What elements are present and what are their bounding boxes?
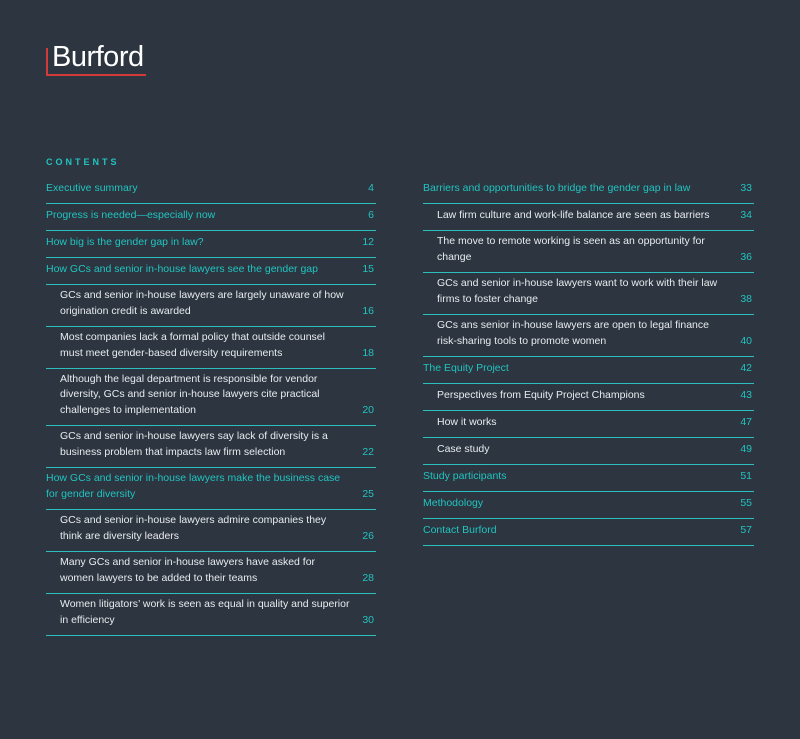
toc-entry-page: 34 (740, 208, 752, 221)
toc-entry-page: 47 (740, 415, 752, 428)
toc-entry-title: GCs and senior in-house lawyers admire companies they think are diversity leaders (60, 514, 327, 542)
toc-entry[interactable] (423, 231, 754, 273)
toc-entry-page: 20 (362, 403, 374, 416)
toc-entry[interactable] (423, 411, 754, 438)
toc-entry-title: Many GCs and senior in-house lawyers have asked for women lawyers to be added to their teams (60, 556, 316, 584)
toc-entry-page: 28 (362, 571, 374, 584)
toc-entry-title: Although the legal department is responsible for vendor diversity, GCs and senior in-house lawyers cite practical challenges to implementation (60, 372, 320, 416)
toc-entry-page: 12 (362, 235, 374, 248)
toc-entry-title: Study participants (423, 469, 507, 482)
toc-entry[interactable] (423, 315, 754, 357)
toc-entry-page: 42 (740, 361, 752, 374)
toc-entry[interactable] (423, 204, 754, 231)
logo-wordmark: Burford (52, 41, 144, 73)
toc-entry[interactable] (423, 357, 754, 384)
toc-entry[interactable] (423, 384, 754, 411)
toc-left-column (46, 177, 376, 636)
toc-entry[interactable] (46, 510, 376, 552)
toc-entry-title: Women litigators’ work is seen as equal in quality and superior in efficiency (60, 598, 350, 626)
toc-entry-page: 22 (362, 445, 374, 458)
toc-entry-page: 51 (740, 469, 752, 482)
toc-entry-title: GCs and senior in-house lawyers are largely unaware of how origination credit is awarded (60, 289, 344, 317)
toc-entry-page: 43 (740, 388, 752, 401)
toc-entry-page: 57 (740, 523, 752, 536)
toc-entry-title: How it works (437, 415, 497, 428)
toc-entry-title: GCs and senior in-house lawyers say lack of diversity is a business problem that impacts law firm selection (60, 430, 328, 458)
toc-entry[interactable] (46, 552, 376, 594)
toc-entry-title: Progress is needed—especially now (46, 208, 216, 221)
toc-right-column (423, 177, 754, 546)
contents-heading: CONTENTS (46, 157, 120, 167)
toc-entry-page: 38 (740, 292, 752, 305)
toc-entry[interactable] (46, 231, 376, 258)
toc-entry[interactable] (46, 258, 376, 285)
toc-entry-title: Most companies lack a formal policy that outside counsel must meet gender-based diversity requirements (60, 331, 325, 359)
toc-entry-title: Executive summary (46, 181, 138, 194)
toc-entry[interactable] (46, 177, 376, 204)
toc-entry-title: Contact Burford (423, 523, 497, 536)
toc-entry-title: How GCs and senior in-house lawyers see the gender gap (46, 262, 318, 275)
toc-entry[interactable] (46, 327, 376, 369)
toc-entry-page: 18 (362, 346, 374, 359)
toc-entry-page: 25 (362, 487, 374, 500)
toc-entry[interactable] (46, 594, 376, 636)
toc-entry[interactable] (423, 519, 754, 546)
toc-entry-page: 33 (740, 181, 752, 194)
logo-red-underline (46, 74, 146, 76)
toc-entry-title: Law firm culture and work-life balance are seen as barriers (437, 208, 710, 221)
toc-entry-page: 30 (362, 613, 374, 626)
toc-entry[interactable] (423, 438, 754, 465)
toc-entry-title: How big is the gender gap in law? (46, 235, 204, 248)
toc-entry[interactable] (46, 426, 376, 468)
toc-entry[interactable] (46, 369, 376, 426)
toc-entry-title: GCs ans senior in-house lawyers are open to legal finance risk-sharing tools to promote women (437, 319, 709, 347)
toc-entry-page: 49 (740, 442, 752, 455)
toc-entry-title: Methodology (423, 496, 484, 509)
toc-entry-page: 36 (740, 250, 752, 263)
toc-entry-title: The Equity Project (423, 361, 509, 374)
toc-entry-title: GCs and senior in-house lawyers want to work with their law firms to foster change (437, 277, 718, 305)
toc-entry-title: How GCs and senior in-house lawyers make the business case for gender diversity (46, 472, 341, 500)
toc-entry-page: 16 (362, 304, 374, 317)
toc-entry-title: The move to remote working is seen as an opportunity for change (437, 235, 705, 263)
toc-entry[interactable] (46, 285, 376, 327)
toc-entry[interactable] (46, 204, 376, 231)
toc-entry[interactable] (423, 492, 754, 519)
toc-entry[interactable] (46, 468, 376, 510)
toc-entry[interactable] (423, 273, 754, 315)
burford-logo (46, 40, 148, 76)
toc-entry-page: 4 (368, 181, 374, 194)
toc-entry-title: Perspectives from Equity Project Champions (437, 388, 645, 401)
toc-entry-page: 40 (740, 334, 752, 347)
toc-entry-page: 55 (740, 496, 752, 509)
toc-entry-page: 26 (362, 529, 374, 542)
toc-entry-title: Barriers and opportunities to bridge the gender gap in law (423, 181, 691, 194)
toc-entry-title: Case study (437, 442, 490, 455)
logo-red-bar (46, 48, 48, 76)
toc-entry[interactable] (423, 177, 754, 204)
toc-entry[interactable] (423, 465, 754, 492)
toc-entry-page: 6 (368, 208, 374, 221)
toc-entry-page: 15 (362, 262, 374, 275)
